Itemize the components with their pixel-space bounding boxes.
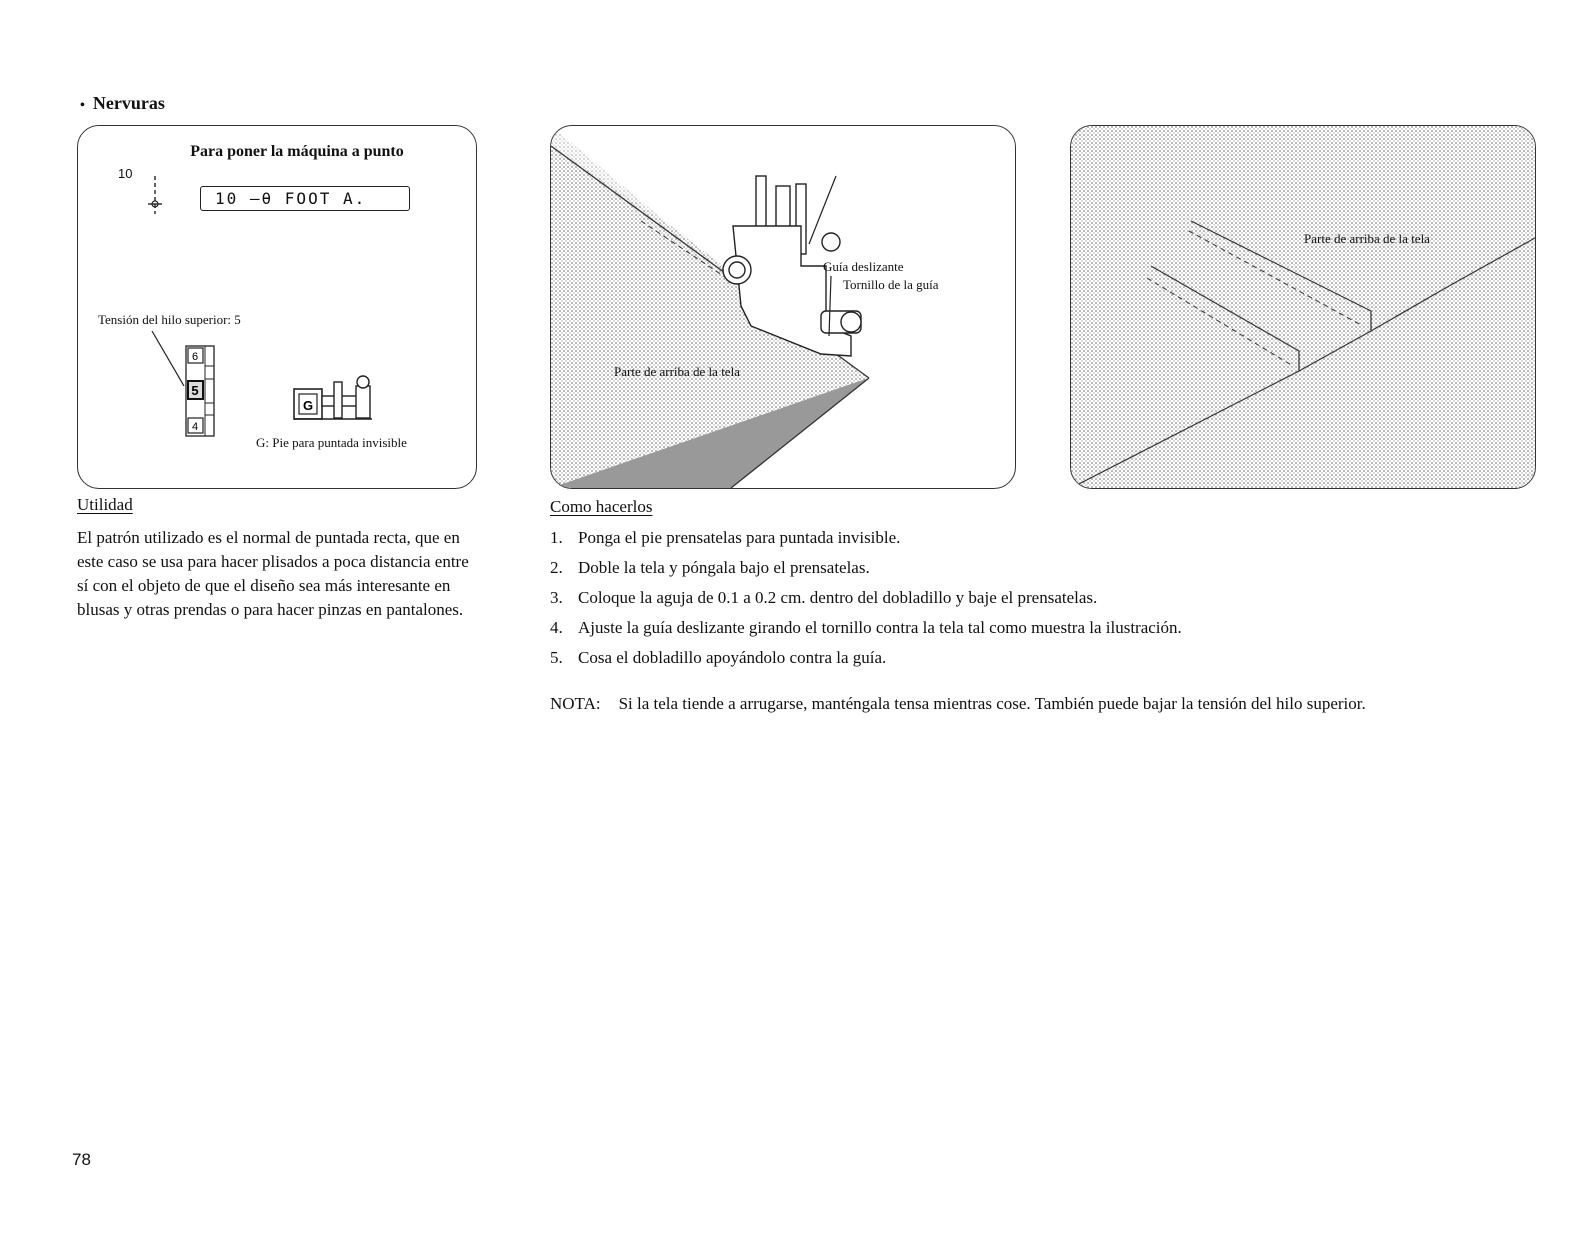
screw-label: Tornillo de la guía (843, 277, 939, 292)
fabric-top-label-2: Parte de arriba de la tela (1304, 231, 1430, 246)
list-item: 4. Ajuste la guía deslizante girando el tornillo contra la tela tal como muestra la ilustración. (550, 618, 1182, 637)
machine-setup-box (77, 125, 477, 489)
foot-illustration (550, 125, 1016, 489)
pintuck-illustration (1070, 125, 1536, 489)
page-number: 78 (72, 1150, 91, 1169)
foot-label: G: Pie para puntada invisible (256, 435, 407, 450)
setup-heading: Para poner la máquina a punto (190, 143, 404, 160)
guide-label: Guía deslizante (823, 259, 904, 274)
tension-4: 4 (191, 421, 199, 433)
como-heading: Como hacerlos (550, 497, 653, 516)
tension-6: 6 (191, 351, 199, 363)
list-item: 3. Coloque la aguja de 0.1 a 0.2 cm. dentro del dobladillo y baje el prensatelas. (550, 588, 1098, 607)
tension-label: Tensión del hilo superior: 5 (98, 312, 241, 327)
tension-dial-icon (148, 331, 218, 439)
fabric-top-label-1: Parte de arriba de la tela (614, 364, 740, 379)
list-item: 2. Doble la tela y póngala bajo el prensatelas. (550, 558, 870, 577)
utilidad-heading: Utilidad (77, 495, 133, 514)
steps-list (550, 526, 1550, 676)
section-title (80, 93, 165, 114)
tension-5: 5 (191, 383, 199, 398)
list-item: 5. Cosa el dobladillo apoyándolo contra la guía. (550, 648, 887, 667)
utilidad-paragraph: El patrón utilizado es el normal de puntada recta, que en este caso se usa para hacer plisados a poca distancia entre sí con el objeto de que el diseño sea más interesante en blusas y otras prendas o para hacer pinzas en pantalones. (77, 528, 469, 619)
pintucks-fabric-illustration (1071, 126, 1535, 488)
straight-stitch-icon (140, 174, 170, 219)
note-tag: NOTA: (550, 694, 601, 713)
note (550, 694, 1366, 714)
fabric-under-foot-illustration (551, 126, 1015, 488)
bullet-icon: • (80, 98, 85, 113)
pattern-number: 10 (118, 166, 133, 181)
foot-letter: G (302, 398, 314, 413)
list-item: 1. Ponga el pie prensatelas para puntada invisible. (550, 528, 901, 547)
note-text: Si la tela tiende a arrugarse, manténgala tensa mientras cose. También puede bajar la tensión del hilo superior. (618, 694, 1366, 713)
lcd-display: 10 —θ FOOT A. (200, 186, 410, 211)
blind-hem-foot-icon (290, 374, 380, 422)
section-title-text: Nervuras (92, 93, 165, 113)
